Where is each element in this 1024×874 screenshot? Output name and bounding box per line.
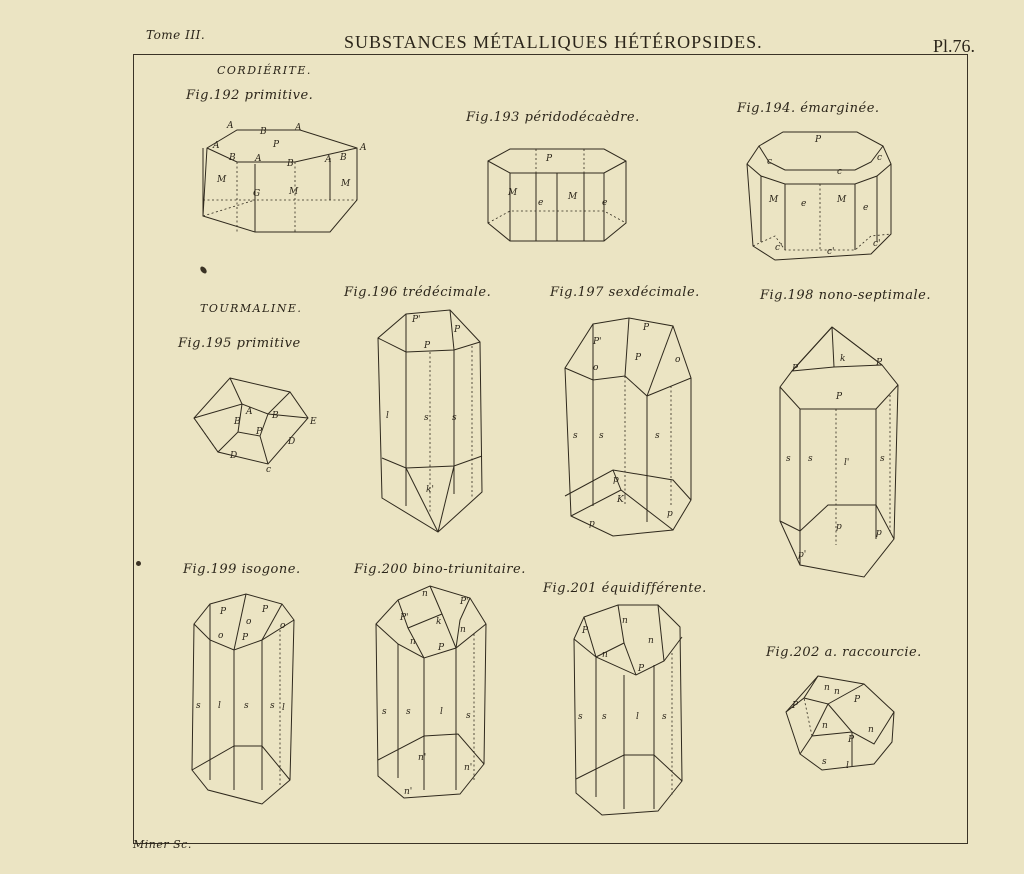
- svg-text:A: A: [325, 155, 332, 165]
- svg-text:M: M: [568, 192, 578, 202]
- svg-text:c: c: [877, 153, 883, 163]
- svg-text:s: s: [466, 711, 471, 721]
- svg-text:o: o: [218, 631, 224, 641]
- svg-text:n': n': [464, 763, 473, 773]
- svg-text:P: P: [273, 140, 280, 150]
- svg-text:E: E: [310, 417, 317, 427]
- svg-text:M: M: [837, 195, 847, 205]
- svg-text:s: s: [382, 707, 387, 717]
- svg-text:k: k: [840, 354, 846, 364]
- svg-text:e: e: [538, 198, 544, 208]
- svg-text:M: M: [341, 179, 351, 189]
- svg-text:p: p: [613, 475, 619, 485]
- section-cordierite: CORDIÉRITE.: [217, 64, 312, 77]
- crystal-fig-202: [782, 672, 902, 777]
- svg-text:G: G: [253, 189, 261, 199]
- svg-text:M: M: [289, 187, 299, 197]
- svg-text:s: s: [578, 712, 583, 722]
- svg-text:n: n: [410, 637, 416, 647]
- svg-text:A: A: [295, 123, 302, 133]
- section-tourmaline: TOURMALINE.: [200, 302, 303, 315]
- svg-text:s: s: [599, 431, 604, 441]
- svg-text:P: P: [815, 135, 822, 145]
- tome-label: Tome III.: [146, 28, 206, 42]
- svg-text:p': p': [798, 550, 807, 560]
- crystal-fig-194: [745, 126, 895, 266]
- crystal-fig-198: [778, 325, 902, 580]
- svg-text:M: M: [217, 175, 227, 185]
- svg-text:l: l: [218, 701, 221, 711]
- engraver-signature: Miner Sc.: [133, 838, 192, 851]
- svg-text:n: n: [824, 683, 830, 693]
- svg-text:s: s: [244, 701, 249, 711]
- svg-text:o: o: [675, 355, 681, 365]
- svg-text:P': P': [593, 337, 602, 347]
- svg-text:B: B: [234, 417, 241, 427]
- plate-number: Pl.76.: [933, 36, 976, 56]
- svg-text:n: n: [622, 616, 628, 626]
- svg-text:s: s: [822, 757, 827, 767]
- svg-text:s: s: [786, 454, 791, 464]
- svg-text:P': P': [400, 613, 409, 623]
- caption-fig-202: Fig.202 a. raccourcie.: [766, 645, 922, 660]
- caption-fig-198: Fig.198 nono-septimale.: [760, 288, 931, 303]
- svg-text:n: n: [422, 589, 428, 599]
- svg-text:B: B: [272, 411, 279, 421]
- svg-text:o: o: [246, 617, 252, 627]
- caption-fig-192: Fig.192 primitive.: [186, 88, 314, 103]
- svg-text:P: P: [854, 695, 861, 705]
- caption-fig-200: Fig.200 bino-triunitaire.: [354, 562, 526, 577]
- svg-text:P: P: [262, 605, 269, 615]
- svg-text:c': c': [827, 247, 835, 257]
- svg-text:n: n: [648, 636, 654, 646]
- svg-text:n: n: [460, 625, 466, 635]
- svg-text:A: A: [227, 121, 234, 131]
- svg-text:M: M: [769, 195, 779, 205]
- svg-text:P: P: [546, 154, 553, 164]
- crystal-fig-193: [484, 143, 634, 248]
- svg-text:P: P: [454, 325, 461, 335]
- svg-text:o: o: [593, 363, 599, 373]
- svg-text:s: s: [808, 454, 813, 464]
- crystal-fig-200: [374, 584, 494, 804]
- svg-text:D: D: [288, 437, 296, 447]
- svg-text:s: s: [655, 431, 660, 441]
- svg-text:P': P': [460, 597, 469, 607]
- page-title: SUBSTANCES MÉTALLIQUES HÉTÉROPSIDES.: [344, 32, 763, 52]
- svg-text:P': P': [412, 315, 421, 325]
- svg-text:P: P: [836, 392, 843, 402]
- caption-fig-196: Fig.196 trédécimale.: [344, 285, 492, 300]
- svg-text:P: P: [256, 427, 263, 437]
- svg-text:c': c': [775, 243, 783, 253]
- svg-text:s: s: [662, 712, 667, 722]
- svg-text:P: P: [635, 353, 642, 363]
- svg-text:P: P: [792, 364, 799, 374]
- ink-stain: [136, 561, 141, 566]
- svg-text:n': n': [404, 787, 413, 797]
- svg-text:c: c: [767, 157, 773, 167]
- svg-text:k': k': [426, 485, 434, 495]
- svg-text:l: l: [282, 703, 285, 713]
- svg-text:B: B: [229, 153, 236, 163]
- svg-text:P: P: [792, 701, 799, 711]
- svg-text:s: s: [424, 413, 429, 423]
- svg-text:p: p: [876, 528, 882, 538]
- svg-text:c': c': [873, 239, 881, 249]
- svg-text:l: l: [636, 712, 639, 722]
- svg-text:l: l: [846, 761, 849, 771]
- svg-text:P: P: [242, 633, 249, 643]
- crystal-fig-201: [572, 603, 688, 819]
- caption-fig-201: Fig.201 équidifférente.: [543, 581, 707, 596]
- svg-text:c: c: [837, 167, 843, 177]
- svg-text:A: A: [360, 143, 367, 153]
- svg-text:e: e: [863, 203, 869, 213]
- crystal-fig-196: [376, 308, 488, 538]
- svg-text:l: l: [440, 707, 443, 717]
- svg-text:D: D: [230, 451, 238, 461]
- svg-text:s: s: [573, 431, 578, 441]
- svg-text:B: B: [287, 159, 294, 169]
- svg-text:e: e: [602, 198, 608, 208]
- svg-text:P: P: [643, 323, 650, 333]
- svg-text:A: A: [213, 141, 220, 151]
- svg-text:P: P: [220, 607, 227, 617]
- svg-text:P: P: [848, 735, 855, 745]
- svg-text:e: e: [801, 199, 807, 209]
- svg-text:A: A: [246, 407, 253, 417]
- svg-text:p: p: [836, 522, 842, 532]
- svg-text:p: p: [667, 509, 673, 519]
- svg-text:P: P: [638, 664, 645, 674]
- svg-text:l: l: [386, 411, 389, 421]
- svg-text:o: o: [280, 621, 286, 631]
- svg-text:A: A: [255, 154, 262, 164]
- crystal-fig-195: [190, 374, 320, 474]
- svg-text:s: s: [196, 701, 201, 711]
- svg-text:B: B: [340, 153, 347, 163]
- crystal-fig-199: [190, 590, 302, 810]
- svg-text:c: c: [266, 465, 272, 475]
- caption-fig-195: Fig.195 primitive: [178, 336, 301, 351]
- svg-text:n: n: [834, 687, 840, 697]
- caption-fig-199: Fig.199 isogone.: [183, 562, 301, 577]
- svg-text:k: k: [436, 617, 442, 627]
- svg-text:s: s: [452, 413, 457, 423]
- svg-text:P: P: [876, 358, 883, 368]
- svg-text:P: P: [582, 626, 589, 636]
- svg-text:M: M: [508, 188, 518, 198]
- svg-text:s: s: [602, 712, 607, 722]
- svg-text:K': K': [617, 495, 627, 505]
- svg-text:s: s: [270, 701, 275, 711]
- svg-text:l': l': [844, 458, 850, 468]
- caption-fig-197: Fig.197 sexdécimale.: [550, 285, 700, 300]
- svg-text:s: s: [880, 454, 885, 464]
- svg-text:n: n: [602, 650, 608, 660]
- svg-text:n': n': [418, 753, 427, 763]
- svg-text:p: p: [589, 519, 595, 529]
- caption-fig-193: Fig.193 péridodécaèdre.: [466, 110, 640, 125]
- svg-text:n: n: [822, 721, 828, 731]
- svg-text:B: B: [260, 127, 267, 137]
- crystal-fig-192: [195, 120, 375, 240]
- crystal-fig-197: [563, 316, 698, 541]
- caption-fig-194: Fig.194. émarginée.: [737, 101, 880, 116]
- svg-text:s: s: [406, 707, 411, 717]
- svg-text:P: P: [438, 643, 445, 653]
- svg-text:n: n: [868, 725, 874, 735]
- svg-text:P: P: [424, 341, 431, 351]
